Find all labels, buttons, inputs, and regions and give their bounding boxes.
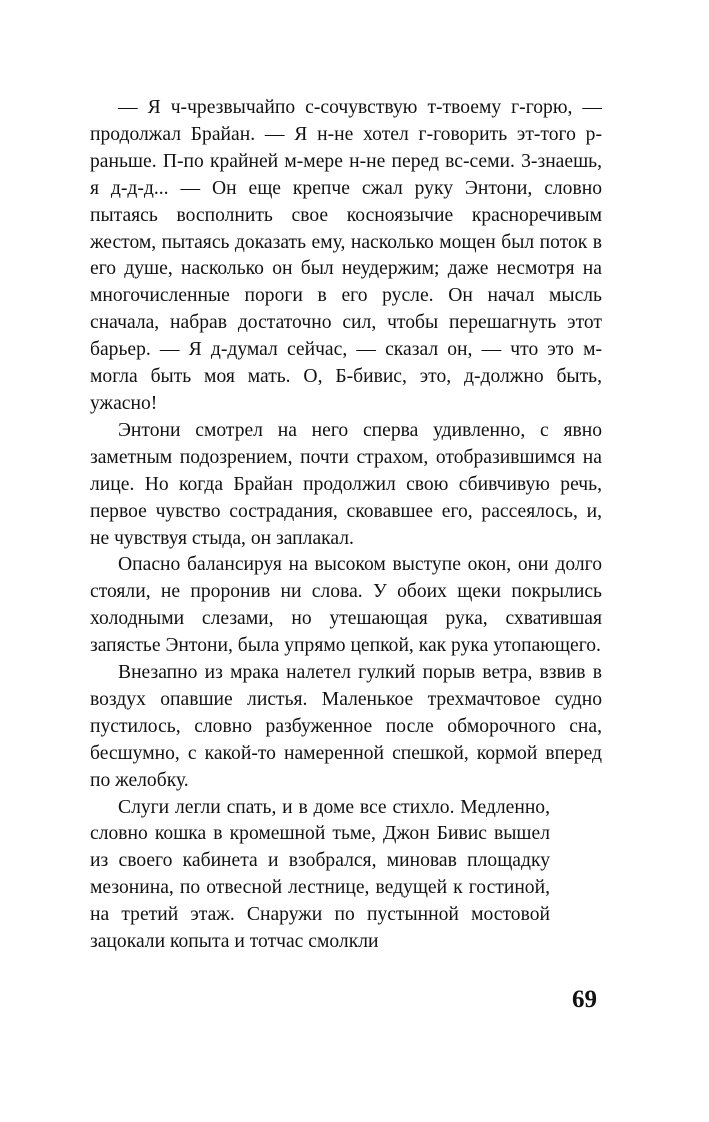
paragraph-2: Энтони смотрел на него сперва удивленно, с явно заметным подозрением, почти страхом, отобразившимся на лице. Но когда Брайан продолжил свою сбивчивую речь, первое чувство сострадания, сковавшее его, рассеялось, и, не чувствуя стыда, он заплакал. [90, 419, 602, 549]
paragraph-4: Внезапно из мрака налетел гулкий порыв ветра, взвив в воздух опавшие листья. Маленькое трехмачтовое судно пустилось, словно разбуженное после обморочного сна, бесшумно, с какой-то намеренной спешкой, кормой вперед по желобку. [90, 662, 602, 791]
paragraph-3: Опасно балансируя на высоком выступе окон, они долго стояли, не проронив ни слова. У обоих щеки покрылись холодными слезами, но утешающая рука, схватившая запястье Энтони, была упрямо цепкой, как рука утопающего. [90, 554, 602, 657]
page-number: 69 [572, 986, 597, 1013]
paragraph-1: — Я ч-чрезвычайпо с-сочувствую т-твоему г-горю, — продолжал Брайан. — Я н-не хотел г-говорить эт-того р-раньше. П-по крайней м-мере н-не перед вс-семи. 3-знаешь, я д-д-д... — Он еще крепче сжал руку Энтони, словно пытаясь восполнить свое косноязычие красноречивым жестом, пытаясь доказать ему, насколько мощен был поток в его душе, насколько он был неудержим; даже несмотря на многочисленные пороги в его русле. Он начал мысль сначала, набрав достаточно сил, чтобы перешагнуть этот барьер. — Я д-думал сейчас, — сказал он, — что это м-могла быть моя мать. О, Б-бивис, это, д-должно быть, ужасно! [90, 97, 602, 414]
page-body [90, 95, 602, 1025]
paragraph-5: Слуги легли спать, и в доме все стихло. Медленно, словно кошка в кромешной тьме, Джон Бивис вышел из своего кабинета и взобрался, миновав площадку мезонина, по отвесной лестнице, ведущей к гостиной, на третий этаж. Снаружи по пустынной мостовой зацокали копыта и тотчас смолкли [90, 796, 550, 953]
